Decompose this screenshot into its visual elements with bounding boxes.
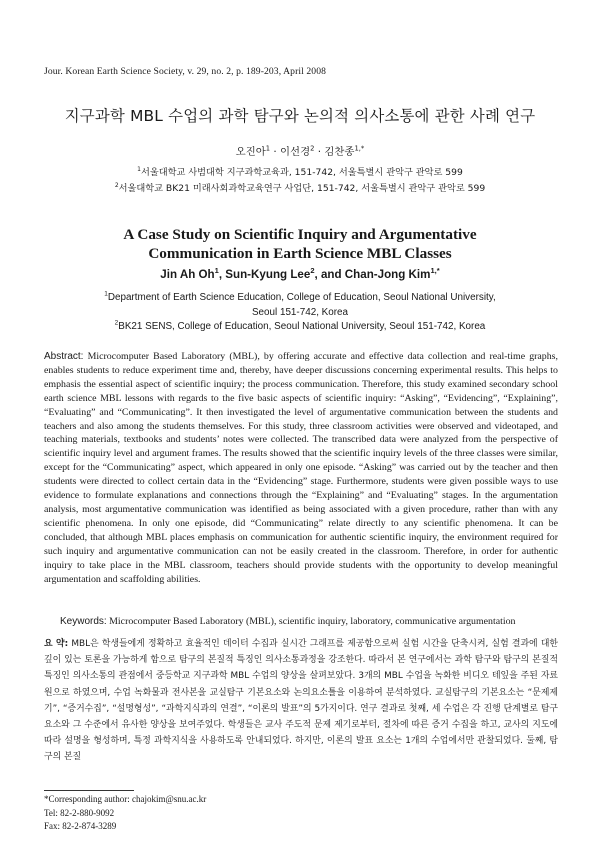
english-title <box>0 225 600 263</box>
author-name: Sun-Kyung Lee <box>225 268 311 281</box>
korean-summary-text: MBL은 학생들에게 정확하고 효율적인 데이터 수집과 실시간 그래프를 제공함으로써 실험 시간을 단축시켜, 실험 결과에 대한 깊이 있는 토론을 가능하게 함으로 탐구의 본질적 특징인 의사소통과정을 강조한다. 따라서 본 연구에서는 과학 탐구와 탐구의 본질적 특징인 의사소통의 관점에서 중등학교 지구과학 MBL 수업의 양상을 살펴보았다. 3개의 MBL 수업을 녹화한 비디오 테잎을 주된 자료원으로 하였으며, 수업 녹화물과 전사본을 교실탐구 기본요소와 논의요소틀을 이용하여 분석하였다. 교실탐구의 기본요소는 “문제제기”, “증거수집”, “설명형성”, “과학지식과의 연결”, “이론의 발표”의 5가지이다. 연구 결과로 첫째, 세 수업은 각 진행 단계별로 탐구 요소와 그 수준에서 유사한 양상을 보여주었다. 학생들은 교사 주도적 문제 제기로부터, 절차에 따른 증거 수집을 하고, 교사의 지도에 따라 설명을 형성하며, 특정 과학지식을 사용하도록 안내되었다. 하지만, 이론의 발표 요소는 1개의 수업에서만 관찰되었다. 둘째, 탐구의 본질 <box>44 639 558 763</box>
affiliation-marker: 1 <box>104 290 108 298</box>
affiliation-line <box>0 291 600 306</box>
affiliation-line <box>0 320 600 335</box>
korean-authors <box>0 143 600 158</box>
author-name: 이선경 <box>280 146 311 158</box>
english-title-line: A Case Study on Scientific Inquiry and Argumentative <box>123 226 477 243</box>
english-authors <box>0 268 600 281</box>
fax: Fax: 82-2-874-3289 <box>44 821 117 831</box>
affiliation-marker: 1,* <box>430 266 440 276</box>
affiliation-text: Department of Earth Science Education, College of Education, Seoul National University, <box>107 292 496 303</box>
korean-summary <box>44 636 558 766</box>
keywords <box>60 616 560 627</box>
abstract-text: Microcomputer Based Laboratory (MBL), by offering accurate and effective data collection and real-time graphs, enables students to reduce experiment time and, thereby, have deeper discussions concerning experimental results. This helps to emphasis the essential aspect of scientific inquiry; the process communication. Therefore, this study examined secondary school earth science MBL lessons with regards to the five basic aspects of scientific inquiry: “Asking”, “Evidencing”, “Explaining”, “Evaluating” and “Communicating”. It then investigated the level of argumentative communication between the students and teachers and also among the students themselves. For this study, three classroom activities were observed and videotaped, and teaching materials, textbooks and students’ notes were collected. The transcribed data were analyzed from the perspective of scientific inquiry level and argument frames. The results showed that the scientific inquiry levels of the three classes were similar, except for the “Communicating” aspect, which appeared in only one episode. “Asking” was carried out by the teacher and then students were directed to collect certain data in the “Evidencing” stage. Furthermore, students were given possible ways to use evidence to formulate explanations and connections through the “Explaining” and “Evaluating” stages. In the argumentation analysis, most argumentative communication was identified as being associated with a given procedure, rather than with any scientific phenomena. In only one episode, did “Communicating” relate directly to any scientific phenomena. It can be concluded, that although MBL places emphasis on communication for authentic scientific inquiry, the environment required for such inquiry and argumentative communication can not be easily created in the classroom. Therefore, in order for authentic inquiry to take place in the MBL classroom, teachers should provide students with the opportunity to develop meaningful argumentation and scaffolding abilities. <box>44 351 558 585</box>
affiliation-text: 서울대학교 BK21 미래사회과학교육연구 사업단, 151-742, 서울특별시 관악구 관악로 599 <box>118 183 486 194</box>
affiliation-line: Seoul 151-742, Korea <box>251 306 349 318</box>
affiliation-marker: 1 <box>214 266 219 276</box>
author-separator: · <box>270 146 281 158</box>
english-affiliations <box>0 291 600 335</box>
telephone: Tel: 82-2-880-9092 <box>44 807 115 818</box>
affiliation-marker: 1 <box>265 144 271 153</box>
author-name: Jin Ah Oh <box>160 268 215 281</box>
keywords-text: Microcomputer Based Laboratory (MBL), scientific inquiry, laboratory, communicative argumentation <box>106 616 516 627</box>
affiliation-marker: 2 <box>114 181 119 189</box>
korean-affiliation <box>0 164 600 178</box>
affiliation-marker: 1 <box>137 165 141 173</box>
affiliation-marker: 2 <box>310 144 315 153</box>
affiliation-marker: 2 <box>114 319 119 327</box>
keywords-label: Keywords: <box>60 616 107 627</box>
author-separator: · <box>314 146 325 158</box>
footnote-divider <box>44 790 134 791</box>
affiliation-text: BK21 SENS, College of Education, Seoul National University, Seoul 151-742, Korea <box>118 321 486 332</box>
journal-citation: Jour. Korean Earth Science Society, v. 29, no. 2, p. 189-203, April 2008 <box>44 66 326 77</box>
affiliation-marker: 2 <box>310 266 315 276</box>
footnotes <box>44 793 206 834</box>
affiliation-text: 서울대학교 사범대학 지구과학교육과, 151-742, 서울특별시 관악구 관악로 599 <box>140 167 463 178</box>
english-title-line: Communication in Earth Science MBL Classes <box>148 245 452 262</box>
author-name: 김찬종 <box>324 146 355 158</box>
korean-summary-label: 요 약: <box>44 639 69 649</box>
abstract <box>44 350 558 586</box>
corresponding-author: *Corresponding author: chajokim@snu.ac.kr <box>44 794 207 804</box>
abstract-label: Abstract: <box>44 351 84 362</box>
author-separator: , <box>218 268 226 281</box>
author-name: Chan-Jong Kim <box>344 268 431 281</box>
affiliation-marker: 1,* <box>354 144 365 153</box>
korean-affiliation <box>0 180 600 194</box>
author-separator: , and <box>314 268 345 281</box>
korean-title: 지구과학 MBL 수업의 과학 탐구와 논의적 의사소통에 관한 사례 연구 <box>64 107 536 125</box>
author-name: 오진아 <box>235 146 266 158</box>
